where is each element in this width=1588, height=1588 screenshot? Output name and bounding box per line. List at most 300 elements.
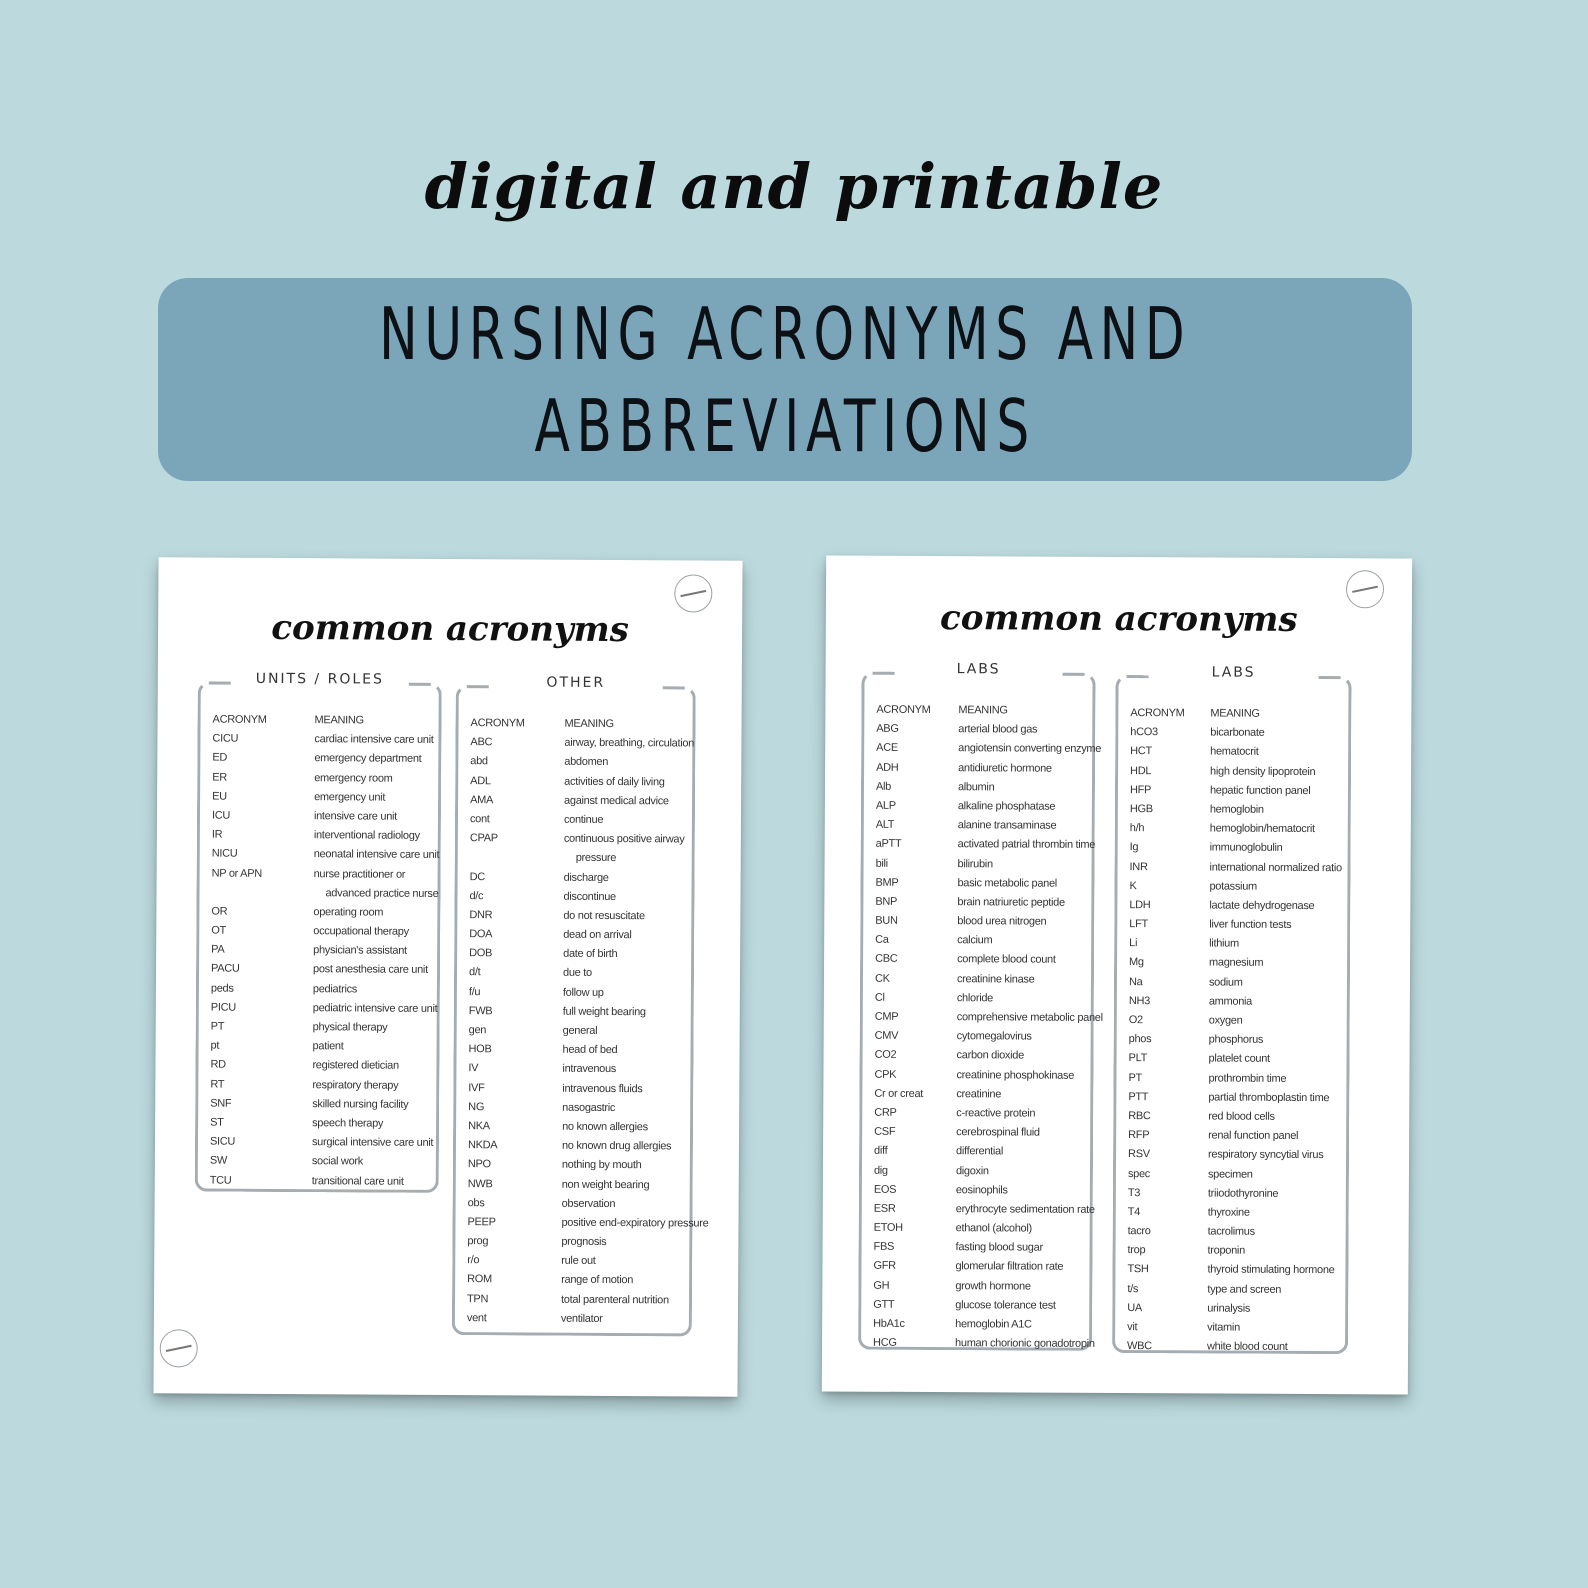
- column-header-row: [1130, 704, 1342, 724]
- acronym: Mg: [1129, 956, 1144, 969]
- acronym-row: [469, 925, 685, 946]
- acronym-row: [875, 835, 1096, 855]
- acronym: ETOH: [873, 1221, 903, 1234]
- acronym: EOS: [873, 1183, 897, 1196]
- acronym: ACE: [876, 742, 898, 755]
- meaning: total parenteral nutrition: [560, 1293, 669, 1306]
- acronym: Ca: [875, 933, 889, 947]
- meaning: intravenous fluids: [562, 1082, 643, 1095]
- acronym: TPN: [466, 1292, 489, 1305]
- acronym: T3: [1127, 1186, 1141, 1199]
- acronym: ABC: [470, 736, 493, 749]
- acronym-row: [1128, 1107, 1340, 1127]
- acronym: SICU: [209, 1135, 236, 1148]
- acronym-row: [470, 791, 686, 812]
- acronym: spec: [1127, 1167, 1151, 1180]
- meaning: growth hormone: [955, 1279, 1031, 1293]
- acronym-list: [873, 701, 1103, 1354]
- meaning: troponin: [1207, 1244, 1245, 1257]
- box-title: UNITS / ROLES: [255, 670, 384, 688]
- acronym-row: [873, 1257, 1083, 1277]
- acronym: PT: [1128, 1071, 1142, 1084]
- acronym-row: [210, 1056, 430, 1077]
- meaning: brain natriuretic peptide: [957, 896, 1065, 909]
- title-banner: [158, 278, 1412, 481]
- meaning: international normalized ratio: [1209, 860, 1342, 874]
- acronym: GTT: [873, 1298, 895, 1311]
- acronym-row: [875, 989, 1085, 1009]
- acronym: h/h: [1129, 822, 1145, 835]
- acronym: GH: [873, 1279, 890, 1292]
- acronym: CMV: [874, 1029, 899, 1043]
- acronym: NP or APN: [211, 867, 262, 880]
- acronym-row: [468, 1155, 684, 1176]
- meaning: intravenous: [562, 1063, 617, 1076]
- acronym-row: [1129, 1011, 1341, 1031]
- acronym: AMA: [470, 793, 494, 807]
- acronym: CPK: [874, 1068, 897, 1081]
- meaning: against medical advice: [564, 794, 669, 808]
- box-title: LABS: [1211, 664, 1256, 681]
- acronym: TSH: [1127, 1263, 1149, 1276]
- acronym: OR: [211, 905, 228, 918]
- acronym: INR: [1129, 860, 1148, 873]
- acronym: CBC: [875, 953, 898, 966]
- sheet-units-roles-other: [153, 557, 742, 1397]
- acronym-row: [468, 1060, 684, 1081]
- acronym-row: [1128, 1165, 1340, 1185]
- meaning: date of birth: [563, 947, 618, 961]
- acronym: K: [1129, 879, 1137, 892]
- acronym: IV: [468, 1062, 479, 1075]
- acronym-row: [873, 1315, 1083, 1335]
- acronym-row: [467, 1309, 683, 1330]
- acronym-row: [1129, 1049, 1341, 1069]
- acronym: ER: [212, 771, 227, 784]
- meaning: alanine transaminase: [957, 819, 1057, 832]
- meaning: prognosis: [561, 1235, 607, 1249]
- meaning: thyroxine: [1207, 1206, 1250, 1219]
- acronym-box-labs-2: [1112, 664, 1352, 1354]
- acronym: CK: [874, 972, 890, 985]
- acronym: hCO3: [1130, 726, 1158, 739]
- acronym: CMP: [874, 1010, 899, 1023]
- meaning: urinalysis: [1207, 1302, 1251, 1315]
- meaning: red blood cells: [1208, 1110, 1275, 1123]
- acronym: RBC: [1128, 1109, 1151, 1123]
- acronym: HCT: [1130, 745, 1152, 758]
- acronym: BUN: [875, 914, 898, 927]
- meaning: no known allergies: [562, 1120, 648, 1134]
- acronym-row: [874, 1238, 1084, 1258]
- sheet-title: common acronyms: [271, 607, 629, 651]
- meaning: hemoglobin/hematocrit: [1209, 822, 1315, 836]
- acronym-row: [874, 1104, 1084, 1124]
- meaning: emergency unit: [314, 790, 386, 804]
- meaning: post anesthesia care unit: [313, 963, 428, 977]
- column-header-row: [470, 714, 686, 735]
- meaning: skilled nursing facility: [312, 1097, 409, 1111]
- meaning: potassium: [1209, 880, 1257, 893]
- acronym-row: [211, 883, 439, 904]
- acronym: vit: [1127, 1321, 1138, 1334]
- meaning: comprehensive metabolic panel: [956, 1011, 1103, 1024]
- meaning-header: MEANING: [564, 717, 614, 731]
- acronym-row: [876, 854, 1086, 874]
- meaning: erythrocyte sedimentation rate: [955, 1203, 1095, 1216]
- acronym-row: [874, 1161, 1084, 1181]
- acronym-row: [467, 1271, 683, 1292]
- acronym: Ig: [1129, 841, 1139, 854]
- acronym-row: [211, 1018, 431, 1039]
- sheet-labs: [822, 555, 1412, 1394]
- acronym-row: [874, 1142, 1084, 1162]
- meaning: physical therapy: [312, 1021, 388, 1034]
- acronym: LDH: [1129, 898, 1151, 912]
- acronym-row: [469, 1002, 685, 1023]
- meaning: bilirubin: [957, 857, 993, 870]
- meaning: eosinophils: [955, 1183, 1008, 1197]
- acronym-row: [1128, 1069, 1340, 1089]
- acronym-row: [1128, 1145, 1340, 1165]
- acronym: ICU: [211, 809, 231, 822]
- meaning: partial thromboplastin time: [1208, 1091, 1330, 1104]
- acronym: O2: [1128, 1014, 1143, 1027]
- acronym: NPO: [467, 1158, 491, 1171]
- acronym-box-units-roles: [195, 670, 442, 1192]
- acronym: BNP: [875, 895, 898, 908]
- acronym-row: [211, 902, 431, 923]
- acronym: dig: [873, 1164, 888, 1177]
- acronym-row: [874, 1065, 1084, 1085]
- acronym: Na: [1128, 975, 1143, 988]
- acronym: Alb: [875, 780, 892, 793]
- acronym-box-labs-1: [858, 661, 1103, 1351]
- meaning: magnesium: [1209, 956, 1264, 970]
- acronym: Cr or creat: [874, 1087, 924, 1100]
- acronym-row: [1129, 915, 1341, 935]
- meaning: do not resuscitate: [563, 909, 645, 923]
- meaning: cytomegalovirus: [956, 1030, 1032, 1043]
- meaning: continue: [563, 813, 604, 826]
- education-rn-logo-icon: [160, 1329, 198, 1367]
- meaning: transitional care unit: [311, 1174, 404, 1188]
- meaning: respiratory syncytial virus: [1208, 1148, 1324, 1162]
- acronym-row: [211, 922, 431, 943]
- acronym: DNR: [469, 909, 493, 922]
- acronym: HFP: [1129, 783, 1152, 796]
- acronym-row: [1129, 1030, 1341, 1050]
- acronym-row: [210, 1075, 430, 1096]
- meaning: lithium: [1209, 937, 1239, 950]
- meaning: respiratory therapy: [312, 1078, 399, 1092]
- acronym: PTT: [1128, 1090, 1149, 1103]
- acronym-row: [876, 816, 1086, 836]
- meaning: abdomen: [564, 756, 609, 769]
- acronym: FBS: [873, 1240, 895, 1254]
- acronym: prog: [467, 1235, 489, 1248]
- acronym: ED: [212, 751, 228, 765]
- acronym-header: ACRONYM: [212, 713, 267, 726]
- meaning: vitamin: [1207, 1321, 1240, 1334]
- acronym: vent: [466, 1311, 487, 1325]
- meaning: calcium: [957, 934, 993, 947]
- meaning: neonatal intensive care unit: [313, 848, 440, 862]
- acronym: DOB: [469, 947, 493, 960]
- acronym-row: [873, 1200, 1095, 1220]
- acronym-row: [1129, 992, 1341, 1012]
- meaning: nurse practitioner or: [313, 867, 406, 881]
- meaning: creatinine kinase: [956, 972, 1035, 986]
- meaning: operating room: [313, 906, 384, 919]
- acronym: NKDA: [467, 1139, 498, 1152]
- acronym: ALP: [875, 799, 896, 812]
- acronym-row: [212, 749, 432, 770]
- acronym: [470, 848, 564, 868]
- acronym-row: [469, 964, 685, 985]
- acronym: ABG: [876, 722, 899, 736]
- meaning: pediatrics: [312, 982, 358, 996]
- title-line-1: NURSING ACRONYMS AND: [378, 291, 1192, 376]
- meaning: phosphorus: [1208, 1033, 1264, 1046]
- acronym-row: [1127, 1260, 1339, 1280]
- sheet-title: common acronyms: [940, 598, 1298, 640]
- acronym: NICU: [211, 847, 238, 861]
- acronym: PLT: [1128, 1052, 1148, 1065]
- meaning: creatinine: [956, 1087, 1002, 1101]
- acronym: RSV: [1128, 1148, 1150, 1161]
- acronym-row: [1129, 934, 1341, 954]
- acronym-row: [1127, 1280, 1339, 1300]
- meaning: liver function tests: [1209, 918, 1292, 931]
- acronym: abd: [470, 755, 488, 768]
- meaning: fasting blood sugar: [955, 1241, 1043, 1254]
- meaning: general: [562, 1024, 598, 1037]
- meaning: hemoglobin A1C: [955, 1318, 1032, 1331]
- meaning: observation: [561, 1197, 616, 1210]
- meaning: ammonia: [1208, 995, 1253, 1008]
- acronym-row: [209, 1133, 434, 1154]
- meaning: hepatic function panel: [1209, 784, 1311, 797]
- acronym-row: [467, 1251, 683, 1272]
- acronym: DC: [469, 870, 485, 883]
- acronym-row: [468, 1098, 684, 1119]
- acronym-row: [468, 1079, 684, 1100]
- acronym: CRP: [874, 1106, 897, 1119]
- acronym: pt: [210, 1039, 220, 1052]
- acronym-row: [1130, 742, 1342, 762]
- acronym-row: [212, 768, 432, 789]
- acronym: ST: [210, 1116, 224, 1129]
- tagline: digital and printable: [424, 150, 1164, 223]
- acronym-row: [1130, 858, 1342, 878]
- meaning: emergency room: [314, 771, 393, 785]
- acronym-row: [875, 969, 1085, 989]
- acronym-row: [469, 944, 685, 965]
- acronym: HOB: [468, 1043, 492, 1056]
- acronym-row: [470, 848, 686, 869]
- acronym: ADH: [876, 761, 899, 774]
- acronym-row: [1128, 1203, 1340, 1223]
- acronym-row: [875, 1046, 1085, 1066]
- meaning: nothing by mouth: [561, 1159, 642, 1172]
- acronym-row: [211, 960, 431, 981]
- acronym-row: [470, 772, 686, 793]
- acronym-row: [470, 733, 695, 754]
- acronym: IVF: [468, 1081, 485, 1094]
- meaning: angiotensin converting enzyme: [958, 742, 1102, 756]
- acronym-row: [874, 1123, 1084, 1143]
- meaning: oxygen: [1208, 1014, 1243, 1027]
- acronym-row: [876, 720, 1086, 740]
- meaning: human chorionic gonadotropin: [955, 1337, 1095, 1351]
- acronym-row: [212, 806, 432, 827]
- meaning: range of motion: [561, 1274, 634, 1287]
- acronym-row: [1127, 1299, 1339, 1319]
- acronym: CSF: [874, 1125, 896, 1138]
- acronym-row: [1130, 800, 1342, 820]
- acronym-row: [468, 1040, 684, 1061]
- acronym-row: [1129, 877, 1341, 897]
- meaning: arterial blood gas: [958, 723, 1038, 736]
- acronym-row: [875, 873, 1085, 893]
- acronym: NWB: [467, 1177, 493, 1190]
- meaning: blood urea nitrogen: [957, 915, 1047, 928]
- acronym: [211, 883, 313, 903]
- acronym: UA: [1127, 1301, 1142, 1314]
- acronym: GFR: [873, 1260, 896, 1273]
- acronym: t/s: [1127, 1282, 1139, 1295]
- acronym: RT: [210, 1078, 225, 1091]
- acronym: NG: [468, 1100, 485, 1113]
- meaning: interventional radiology: [313, 829, 420, 842]
- acronym-row: [874, 1180, 1084, 1200]
- acronym-row: [1129, 954, 1341, 974]
- meaning: bicarbonate: [1210, 726, 1265, 739]
- meaning: registered dietician: [312, 1059, 399, 1073]
- acronym: SW: [209, 1154, 228, 1167]
- acronym: ESR: [873, 1202, 896, 1215]
- meaning: alkaline phosphatase: [957, 800, 1056, 813]
- education-rn-logo-icon: [674, 574, 712, 612]
- meaning: physician's assistant: [313, 944, 407, 957]
- acronym-row: [470, 753, 686, 774]
- acronym: RFP: [1128, 1129, 1150, 1142]
- acronym-row: [1129, 896, 1341, 916]
- acronym-row: [212, 864, 432, 885]
- acronym: Cl: [874, 991, 885, 1004]
- acronym: cont: [469, 813, 490, 826]
- acronym: FWB: [468, 1004, 493, 1018]
- acronym-row: [1130, 762, 1342, 782]
- acronym: aPTT: [875, 838, 902, 851]
- acronym: trop: [1127, 1244, 1146, 1257]
- meaning: non weight bearing: [561, 1178, 650, 1191]
- meaning: basic metabolic panel: [957, 876, 1057, 890]
- acronym: peds: [210, 982, 234, 995]
- meaning: digoxin: [955, 1164, 989, 1177]
- acronym: HDL: [1130, 764, 1152, 777]
- meaning: type and screen: [1207, 1283, 1282, 1296]
- meaning: discharge: [563, 871, 609, 884]
- acronym: CPAP: [469, 832, 498, 845]
- acronym-row: [1128, 1241, 1340, 1261]
- meaning: white blood count: [1207, 1340, 1288, 1354]
- meaning-header: MEANING: [314, 714, 364, 727]
- meaning: head of bed: [562, 1043, 618, 1057]
- acronym: tacro: [1127, 1225, 1151, 1238]
- meaning: hemoglobin: [1209, 803, 1264, 816]
- acronym: T4: [1127, 1205, 1141, 1218]
- meaning: advanced practice nurse: [325, 886, 439, 900]
- meaning: patient: [312, 1040, 344, 1053]
- acronym: OT: [211, 924, 227, 937]
- meaning: ethanol (alcohol): [955, 1222, 1032, 1235]
- acronym: NH3: [1128, 994, 1151, 1007]
- acronym-row: [467, 1290, 683, 1311]
- meaning: immunoglobulin: [1209, 841, 1283, 855]
- acronym: PT: [210, 1020, 225, 1033]
- acronym-row: [876, 797, 1086, 817]
- meaning: differential: [956, 1145, 1004, 1158]
- acronym-row: [467, 1213, 709, 1234]
- meaning: follow up: [562, 986, 604, 999]
- acronym-row: [468, 1194, 684, 1215]
- meaning: chloride: [956, 991, 994, 1005]
- acronym-row: [874, 1219, 1084, 1239]
- acronym-row: [468, 1136, 684, 1157]
- acronym: HbA1c: [873, 1317, 905, 1330]
- acronym-row: [876, 739, 1102, 759]
- meaning: activities of daily living: [564, 775, 665, 788]
- meaning: pediatric intensive care unit: [312, 1001, 438, 1015]
- meaning: prothrombin time: [1208, 1072, 1287, 1085]
- title-line-2: ABBREVIATIONS: [534, 383, 1036, 468]
- meaning: activated patrial thrombin time: [957, 838, 1096, 852]
- acronym: PICU: [210, 1001, 236, 1014]
- acronym-row: [874, 1084, 1084, 1104]
- acronym-row: [210, 998, 438, 1019]
- acronym-row: [1130, 781, 1342, 801]
- meaning: no known drug allergies: [561, 1139, 672, 1153]
- acronym-box-other: [452, 674, 709, 1336]
- acronym-row: [1127, 1337, 1339, 1357]
- acronym-row: [876, 758, 1086, 778]
- acronym-list: [466, 714, 709, 1329]
- acronym: PEEP: [467, 1215, 496, 1229]
- acronym: CO2: [874, 1049, 897, 1062]
- acronym-row: [212, 787, 432, 808]
- acronym: r/o: [467, 1254, 480, 1267]
- acronym-row: [873, 1334, 1095, 1354]
- acronym-row: [469, 906, 685, 927]
- box-title: LABS: [956, 661, 1001, 678]
- meaning: renal function panel: [1208, 1129, 1299, 1143]
- acronym: EU: [212, 790, 227, 803]
- acronym: gen: [468, 1024, 487, 1037]
- acronym: IR: [211, 828, 223, 841]
- acronym-row: [875, 950, 1085, 970]
- meaning: antidiuretic hormone: [958, 761, 1052, 775]
- meaning: due to: [562, 967, 592, 980]
- meaning: creatinine phosphokinase: [956, 1068, 1075, 1082]
- meaning: continuous positive airway: [563, 832, 685, 846]
- acronym-row: [470, 810, 686, 831]
- acronym-list: [1127, 704, 1342, 1357]
- meaning: discontinue: [563, 890, 616, 903]
- acronym: ROM: [467, 1273, 492, 1286]
- meaning: positive end-expiratory pressure: [561, 1216, 709, 1230]
